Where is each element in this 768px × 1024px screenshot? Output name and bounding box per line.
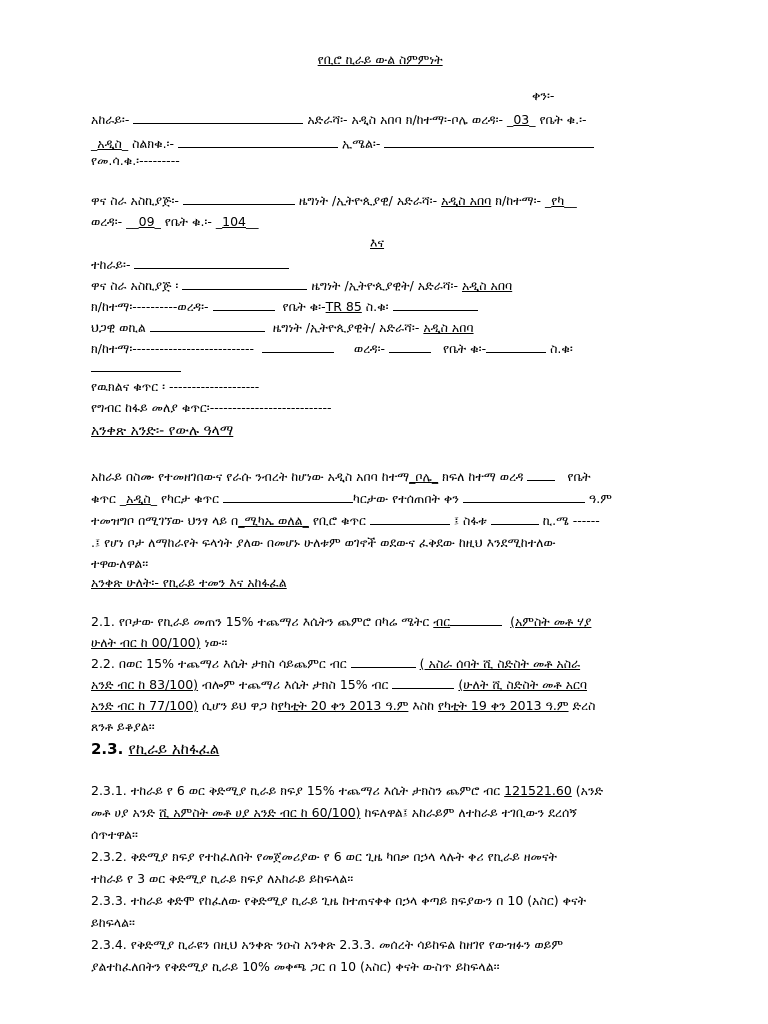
manager-house: 104 — [222, 214, 246, 229]
lessor-line-2: _አዲስ_ ስልክቁ.፡- ኢሜል፡- — [91, 136, 594, 152]
clause-2-3-2-line-2: ተከራይ የ 3 ወር ቅድሚያ ኪራይ ክፍያ ለአከራይ ይከፍላል፡፡ — [91, 871, 354, 886]
date-label: ቀን፡- — [532, 88, 555, 103]
lessor-pobox: የመ.ሳ.ቁ.፡--------- — [91, 153, 180, 168]
lessor-email-blank — [384, 136, 594, 148]
legal-rep-label: ህጋዊ ወኪል — [91, 320, 146, 335]
a1-woreda-blank — [527, 469, 555, 481]
c231-text: 2.3.1. ተከራይ የ 6 ወር ቅድሚያ ኪራይ ክፍያ 15% ተጨማሪ እሴት ታክስን ጨምሮ ብር — [91, 783, 501, 798]
legal-rep-house-blank — [486, 341, 546, 353]
c21-words-end: ሁለት ብር ከ 00/100) — [91, 635, 201, 650]
c22-until: ድረስ — [572, 698, 596, 713]
clause-2-3-1-line-2 — [91, 805, 577, 821]
a1-l2-map-label: የካርታ ቁጥር — [160, 491, 220, 506]
c22-period-to-label: እስከ — [412, 698, 435, 713]
a1-subcity: ቦሌ — [415, 469, 432, 484]
section-2-3-number: 2.3. — [91, 740, 124, 758]
legal-rep-woreda-label: ወረዳ፡- — [353, 341, 386, 356]
a1-l2-year: ዓ.ም — [588, 491, 612, 506]
c22-period-from-label: ሲሆን ይህ ዋጋ ከ — [202, 698, 278, 713]
c22-text: 2.2. በወር 15% ተጨማሪ እሴት ታክስ ሳይጨምር ብር — [91, 656, 347, 671]
c22-paren: ( — [419, 656, 425, 671]
c22-vat-blank — [392, 677, 454, 689]
legal-rep-address-line — [91, 341, 573, 357]
lessor-label: አከራይ፡- — [91, 112, 130, 127]
lessor-email-label: ኢሜል፡- — [341, 136, 381, 151]
clause-2-3-2-line-1: 2.3.2. ቅድሚያ ክፍያ የተከፈለበት የመጀመሪያው የ 6 ወር ጊዜ ካበቃ በኃላ ላሉት ቀሪ የኪራይ ዘመናት — [91, 849, 557, 864]
tenant-manager-nationality: ዜግነት /ኢትዮጲያዊት/ አድራሻ፡- — [311, 278, 458, 293]
c21-amount-blank — [450, 614, 502, 626]
c21-words: (አምስት መቶ ሃያ — [510, 614, 592, 629]
article-1-line-2: ቁጥር _አዲስ_ የካርታ ቁጥር ካርታው የተሰጠበት ቀን ዓ.ም — [91, 491, 612, 506]
article-1-line-3: ተመዝግቦ በሚገኘው ህንፃ ላይ በ_ሚካኤ ወለል_ የቢሮ ቁጥር ፤ ስፋቱ ኪ.ሜ ------ — [91, 513, 600, 528]
manager-woreda: 09 — [138, 214, 155, 229]
clause-2-3-1-line-3: ሰጥተዋል፡፡ — [91, 827, 138, 842]
c231-amount: 121521.60 — [504, 783, 572, 798]
legal-rep-house-label: የቤት ቁ፡- — [442, 341, 487, 356]
lessor-address-label: አድራሻ፡- አዲስ አበባ ክ/ከተማ፡-ቦሌ ወረዳ፡- — [307, 112, 504, 127]
a1-floor: ሚካኤ ወለል — [244, 513, 303, 528]
c22-vat-words-end: አንድ ብር ከ 77/100) — [91, 698, 199, 713]
document-title — [0, 52, 760, 68]
legal-rep-phone-blank — [91, 360, 181, 372]
lessor-house-value: አዲስ — [97, 136, 122, 151]
clause-2-1-line-2 — [91, 635, 227, 651]
lessor-manager-line-2: ወረዳ፡- __09_ የቤት ቁ.፡- _104__ — [91, 214, 259, 229]
a1-date-blank — [463, 491, 585, 503]
article-2-heading — [91, 575, 287, 591]
c22-vat-words: ሁለት ሺ ስድስት መቶ አርባ — [463, 677, 588, 692]
tenant-phone-label: ስ.ቁ፡ — [365, 299, 389, 314]
lessor-phone-blank — [178, 136, 338, 148]
legal-rep-subcity: ክ/ከተማ፡--------------------------- — [91, 341, 255, 356]
tenant-manager-label: ዋና ስራ አስኪያጅ ፡ — [91, 278, 179, 293]
clause-2-2-line-1 — [91, 656, 580, 672]
c231-paid-text: ከፍለዋል፤ አከራይም ለተከራይ ተገቢውን ደረሰኝ — [364, 805, 577, 820]
a1-l2-date-label: ካርታው የተሰጠበት ቀን — [353, 491, 459, 506]
section-2-3-title: የኪራይ አከፋፈል — [128, 740, 220, 758]
legal-rep-blank — [150, 320, 265, 332]
legal-rep-nationality: ዜግነት /ኢትዮጲያዊት/ አድራሻ፡- — [272, 320, 420, 335]
lessor-manager-line-1: ዋና ስራ አስኪያጅ፡- ዜግነት /ኢትዮጲያዊ/ አድራሻ፡- አዲስ አበባ ክ/ከተማ፡- _የካ__ — [91, 193, 577, 208]
tenant-woreda-blank — [213, 299, 275, 311]
article-1-heading — [91, 423, 233, 439]
taxpayer-id: የግብር ከፋይ መለያ ቁጥር፡--------------------------- — [91, 400, 332, 415]
a1-l1-woreda-label: ክፍለ ከተማ ወረዳ — [442, 469, 524, 484]
c22-period-to: የካቲት 19 ቀን 2013 ዓ.ም — [438, 698, 569, 713]
title-text: የቢሮ ኪራይ ውል ስምምነት — [317, 52, 443, 67]
clause-2-3-4-line-2: ያልተከፈለበትን የቅድሚያ ኪራይ 10% መቀጫ ጋር በ 10 (አስር) ቀናት ውስጥ ይከፍላል፡፡ — [91, 959, 500, 974]
a1-l3-unit: ኪ.ሜ ------ — [542, 513, 600, 528]
tenant-subcity-woreda: ክ/ከተማ፡----------ወረዳ፡- — [91, 299, 209, 314]
tenant-phone-blank — [393, 299, 478, 311]
section-2-3-heading — [91, 741, 219, 757]
c22-words-end: አንድ ብር ከ 83/100) — [91, 677, 199, 692]
a1-l1-house-label: የቤት — [567, 469, 591, 484]
article-1-line-4: .፤ የሆነ ቦታ ለማከራየት ፍላጎት ያለው በመሆኑ ሁለቱም ወገኖች ወደውና ፈቅደው ከዚህ እንደሚከተለው — [91, 535, 556, 550]
power-of-attorney-number: የዉክልና ቁጥር ፡ -------------------- — [91, 379, 260, 394]
lessor-phone-label: ስልክቁ.፡- — [132, 136, 175, 151]
tenant-line — [91, 257, 289, 273]
clause-2-2-line-3 — [91, 698, 596, 714]
tenant-house-label: የቤት ቁ፡- — [282, 299, 326, 314]
tenant-name-blank — [134, 257, 289, 269]
a1-map-blank — [223, 491, 353, 503]
lessor-name-blank — [133, 112, 303, 124]
manager-subcity-label: ክ/ከተማ፡- — [495, 193, 542, 208]
lessor-woreda: 03 — [513, 112, 530, 127]
article-1-line-1: አከራይ በስሙ የተመዘገበውና የራሱ ንብረት ከሆነው አዲስ አበባ ከተማ_ቦሌ_ ክፍለ ከተማ ወረዳ የቤት — [91, 469, 591, 484]
c21-text: 2.1. የቦታው የኪራይ መጠን 15% ተጨማሪ እሴትን ጨምሮ በካሬ ሜትር — [91, 614, 430, 629]
c21-end: ነው፡፡ — [204, 635, 228, 650]
manager-nationality: ዜግነት /ኢትዮጲያዊ/ አድራሻ፡- — [298, 193, 438, 208]
c231-words-start: (አንድ — [575, 783, 604, 798]
c22-amount-blank — [351, 656, 416, 668]
clause-2-3-3-line-1: 2.3.3. ተከራይ ቀድሞ የከፈለው የቅድሚያ ኪራይ ጊዜ ከተጠናቀቀ በኃላ ቀጣይ ክፍያውን በ 10 (አስር) ቀናት — [91, 893, 587, 908]
legal-rep-phone-label: ስ.ቁ፡ — [550, 341, 573, 356]
lessor-house-label: የቤት ቁ.፡- — [539, 112, 587, 127]
clause-2-1-line-1 — [91, 614, 591, 630]
clause-2-3-1-line-1 — [91, 783, 603, 799]
article-2-heading-text: አንቀጽ ሁለት፡- የኪራይ ተመን እና አከፋፈል — [91, 575, 287, 590]
legal-rep-woreda-blank — [389, 341, 431, 353]
manager-city: አዲስ አበባ — [441, 193, 492, 208]
a1-l1-text: አከራይ በስሙ የተመዘገበውና የራሱ ንብረት ከሆነው አዲስ አበባ ከተማ — [91, 469, 410, 484]
tenant-manager-line — [91, 278, 512, 294]
c22-words: አስራ ሰባት ሺ ስድስት መቶ አስራ — [428, 656, 581, 671]
and-text: እና — [370, 235, 385, 250]
manager-woreda-label: ወረዳ፡- — [91, 214, 123, 229]
legal-rep-line — [91, 320, 474, 336]
and-connector — [370, 235, 384, 251]
c22-period-from: የካቲት 20 ቀን 2013 ዓ.ም — [277, 698, 409, 713]
clause-2-2-line-4: ጸንቶ ይቆያል፡፡ — [91, 719, 155, 734]
c21-birr: ብር — [433, 614, 451, 629]
a1-l3-office-label: የቢሮ ቁጥር — [312, 513, 366, 528]
a1-house-number: አዲስ — [126, 491, 151, 506]
a1-office-blank — [370, 513, 450, 525]
c22-vat-text: ብሎም ተጨማሪ እሴት ታክስ 15% ብር — [202, 677, 389, 692]
a1-l3-area-label: ፤ ስፋቱ — [453, 513, 487, 528]
lessor-line-1: አከራይ፡- አድራሻ፡- አዲስ አበባ ክ/ከተማ፡-ቦሌ ወረዳ፡- _03_ የቤት ቁ.፡- — [91, 112, 587, 127]
clause-2-3-3-line-2: ይከፍላል፡፡ — [91, 915, 135, 930]
article-1-line-5: ተዋውለዋል፡፡ — [91, 556, 149, 571]
c231-words-mid: መቶ ሀያ አንድ — [91, 805, 156, 820]
tenant-manager-city: አዲስ አበባ — [461, 278, 513, 293]
legal-rep-city: አዲስ አበባ — [423, 320, 474, 335]
legal-rep-phone-continuation — [91, 360, 181, 376]
tenant-label: ተከራይ፡- — [91, 257, 131, 272]
tenant-address-line — [91, 299, 478, 315]
tenant-house: TR 85 — [325, 299, 362, 314]
article-1-heading-text: አንቀጽ አንድ፡- የውሉ ዓላማ — [91, 423, 234, 439]
a1-l2-number-label: ቁጥር — [91, 491, 116, 506]
a1-l3-text: ተመዝግቦ በሚገኘው ህንፃ ላይ በ — [91, 513, 239, 528]
manager-label: ዋና ስራ አስኪያጅ፡- — [91, 193, 179, 208]
clause-2-3-4-line-1: 2.3.4. የቅድሚያ ኪራዩን በዚህ አንቀጽ ንዑስ አንቀጽ 2.3.3. መሰረት ሳይከፍል ከዘገየ የውዝፉን ወይም — [91, 937, 564, 952]
tenant-manager-blank — [182, 278, 307, 290]
manager-house-label: የቤት ቁ.፡- — [164, 214, 212, 229]
manager-subcity: የካ — [551, 193, 565, 208]
c231-words-end: ሺ አምስት መቶ ሀያ አንድ ብር ከ 60/100) — [159, 805, 361, 820]
manager-name-blank — [183, 193, 295, 205]
clause-2-2-line-2: አንድ ብር ከ 83/100) ብሎም ተጨማሪ እሴት ታክስ 15% ብር (ሁለት ሺ ስድስት መቶ አርባ — [91, 677, 588, 692]
a1-area-blank — [491, 513, 539, 525]
legal-rep-extra-blank — [262, 341, 334, 353]
